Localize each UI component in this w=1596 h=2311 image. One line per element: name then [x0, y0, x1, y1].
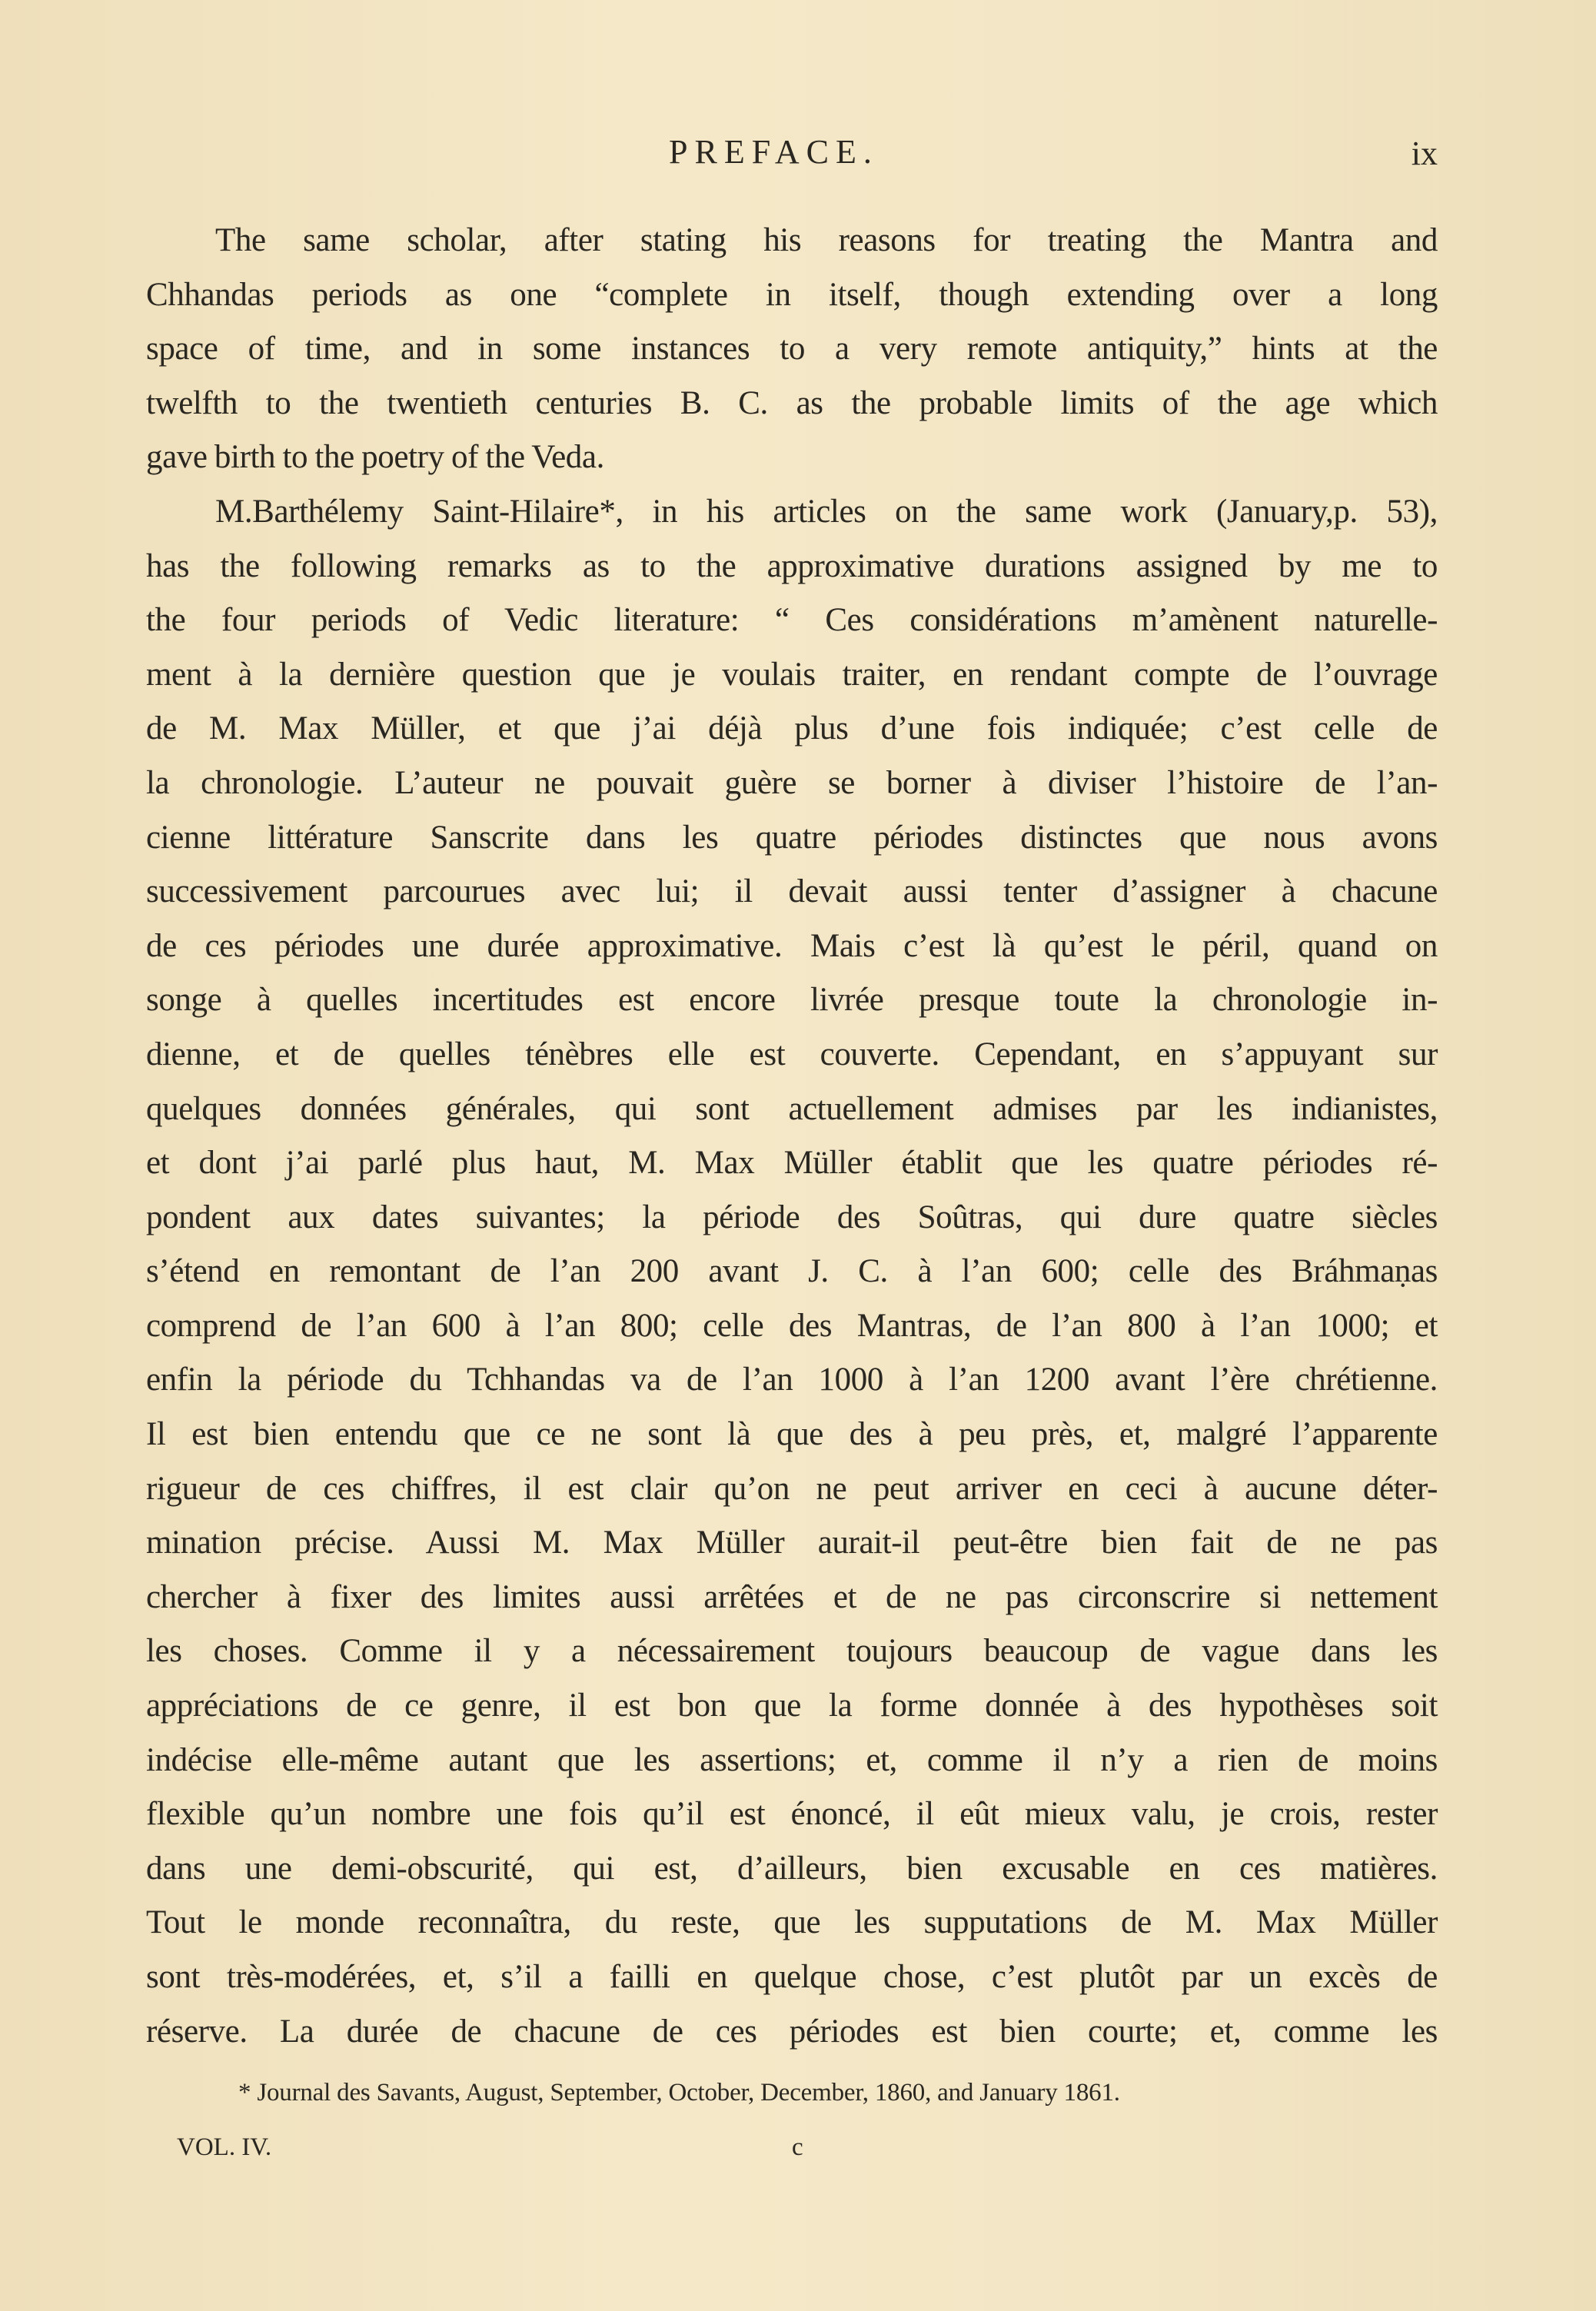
- text-line: réserve. La durée de chacune de ces périodes est bien courte; et, comme les: [146, 2013, 1438, 2050]
- text-line: Chhandas periods as one “complete in itself, though extending over a long: [146, 276, 1438, 313]
- volume-mark: VOL. IV.: [177, 2133, 272, 2161]
- text-line: enfin la période du Tchhandas va de l’an 1000 à l’an 1200 avant l’ère chrétienne.: [146, 1362, 1438, 1398]
- text-line: de M. Max Müller, et que j’ai déjà plus d’une fois indiquée; c’est celle de: [146, 710, 1438, 747]
- text-line: has the following remarks as to the approximative durations assigned by me to: [146, 547, 1438, 584]
- text-line: s’étend en remontant de l’an 200 avant J. C. à l’an 600; celle des Bráhmaṇas: [146, 1253, 1438, 1290]
- text-line: The same scholar, after stating his reasons for treating the Mantra and: [215, 222, 1438, 258]
- signature-mark: c: [792, 2133, 803, 2161]
- text-line: gave birth to the poetry of the Veda.: [146, 439, 604, 476]
- running-title: PREFACE.: [669, 133, 879, 171]
- text-line: cienne littérature Sanscrite dans les quatre périodes distinctes que nous avons: [146, 819, 1438, 856]
- page-number: ix: [1411, 135, 1438, 172]
- text-line: twelfth to the twentieth centuries B. C. as the probable limits of the age which: [146, 384, 1438, 421]
- text-line: appréciations de ce genre, il est bon que la forme donnée à des hypothèses soit: [146, 1688, 1438, 1724]
- text-line: songe à quelles incertitudes est encore livrée presque toute la chronologie in-: [146, 982, 1438, 1019]
- body-text: [146, 214, 1438, 2113]
- text-line: dans une demi-obscurité, qui est, d’ailleurs, bien excusable en ces matières.: [146, 1850, 1438, 1887]
- text-line: indécise elle-même autant que les assertions; et, comme il n’y a rien de moins: [146, 1741, 1438, 1778]
- text-line: les choses. Comme il y a nécessairement toujours beaucoup de vague dans les: [146, 1633, 1438, 1670]
- running-head: [146, 129, 1438, 175]
- paragraph: [146, 485, 1438, 2113]
- text-line: space of time, and in some instances to a very remote antiquity,” hints at the: [146, 331, 1438, 367]
- text-line: mination précise. Aussi M. Max Müller aurait-il peut-être bien fait de ne pas: [146, 1525, 1438, 1561]
- paragraph: [146, 214, 1438, 485]
- text-line: sont très-modérées, et, s’il a failli en quelque chose, c’est plutôt par un excès de: [146, 1959, 1438, 1995]
- signature-line: [146, 2128, 1438, 2166]
- text-line: comprend de l’an 600 à l’an 800; celle des Mantras, de l’an 800 à l’an 1000; et: [146, 1307, 1438, 1344]
- text-line: et dont j’ai parlé plus haut, M. Max Müller établit que les quatre périodes ré-: [146, 1145, 1438, 1182]
- text-line: the four periods of Vedic literature: “ Ces considérations m’amènent naturelle-: [146, 602, 1438, 639]
- footnote: * Journal des Savants, August, September, October, December, 1860, and January 1861.: [238, 2079, 1120, 2107]
- text-line: successivement parcourues avec lui; il devait aussi tenter d’assigner à chacune: [146, 873, 1438, 910]
- text-line: rigueur de ces chiffres, il est clair qu’on ne peut arriver en ceci à aucune déter-: [146, 1470, 1438, 1507]
- text-line: flexible qu’un nombre une fois qu’il est énoncé, il eût mieux valu, je crois, rester: [146, 1796, 1438, 1833]
- text-line: la chronologie. L’auteur ne pouvait guère se borner à diviser l’histoire de l’an-: [146, 764, 1438, 801]
- text-line: dienne, et de quelles ténèbres elle est couverte. Cependant, en s’appuyant sur: [146, 1036, 1438, 1072]
- text-line: chercher à fixer des limites aussi arrêtées et de ne pas circonscrire si nettement: [146, 1578, 1438, 1615]
- text-line: pondent aux dates suivantes; la période des Soûtras, qui dure quatre siècles: [146, 1199, 1438, 1235]
- text-line: de ces périodes une durée approximative. Mais c’est là qu’est le péril, quand on: [146, 927, 1438, 964]
- text-line: quelques données générales, qui sont actuellement admises par les indianistes,: [146, 1090, 1438, 1127]
- text-line: Il est bien entendu que ce ne sont là que des à peu près, et, malgré l’apparente: [146, 1416, 1438, 1453]
- text-line: ment à la dernière question que je voulais traiter, en rendant compte de l’ouvrage: [146, 656, 1438, 693]
- text-line: Tout le monde reconnaîtra, du reste, que les supputations de M. Max Müller: [146, 1904, 1438, 1941]
- text-line: M.Barthélemy Saint-Hilaire*, in his articles on the same work (January,p. 53),: [215, 493, 1438, 530]
